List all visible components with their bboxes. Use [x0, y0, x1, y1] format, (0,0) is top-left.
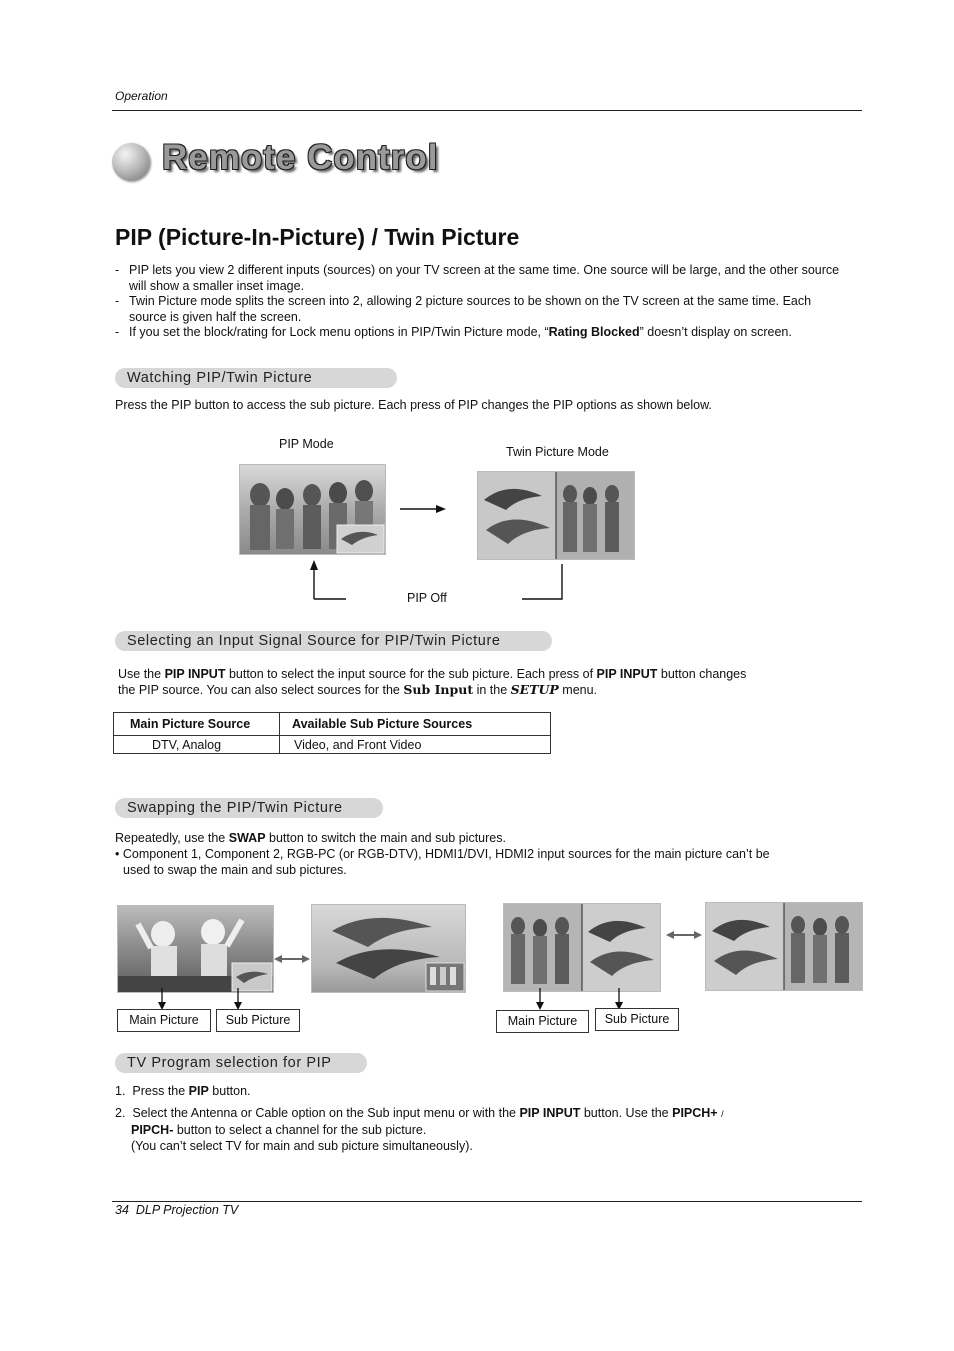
table-cell: Video, and Front Video — [280, 736, 551, 754]
footer-rule — [112, 1201, 862, 1202]
page-title: Remote Control — [162, 138, 439, 177]
children-photo-icon — [240, 465, 385, 554]
watching-text: Press the PIP button to access the sub picture. Each press of PIP changes the PIP options as shown below. — [115, 398, 712, 412]
intro-bullet: - Twin Picture mode splits the screen into 2, allowing 2 picture sources to be shown on the TV screen at the same time. Each source is given half the screen. — [115, 294, 845, 325]
step-2: 2. Select the Antenna or Cable option on the Sub input menu or with the PIP INPUT button. Use the PIPCH+ / PIPCH- button to select a channel for the sub picture. (You can’t select TV for main and sub picture simultaneously). — [115, 1106, 724, 1153]
intro-bullet: - If you set the block/rating for Lock menu options in PIP/Twin Picture mode, “Rating Blocked” doesn’t display on screen. — [115, 325, 845, 341]
swap-arrow-icon — [666, 928, 702, 942]
pip-main-picture-label: Main Picture — [117, 1009, 211, 1032]
swapping-text: Repeatedly, use the SWAP button to switch the main and sub pictures. — [115, 831, 506, 845]
swap-pip-main-image — [117, 905, 274, 993]
header-rule — [112, 110, 862, 111]
intro-list — [115, 263, 845, 341]
swap-pip-swapped-image — [311, 904, 466, 993]
title-bullet-icon — [112, 143, 150, 181]
section-label: Operation — [115, 89, 168, 103]
twin-mode-label: Twin Picture Mode — [506, 445, 609, 459]
pip-sub-picture-label: Sub Picture — [216, 1009, 300, 1032]
dolphins-icon — [312, 905, 465, 992]
children-dolphins-icon — [504, 904, 660, 991]
swap-arrow-icon — [274, 952, 310, 966]
selecting-text: Use the PIP INPUT button to select the input source for the sub picture. Each press of PIP INPUT button changes the PIP source. You can also select sources for the Sub Input in the SETUP menu. — [118, 667, 747, 697]
cheering-kids-icon — [118, 906, 273, 992]
twin-mode-image — [477, 471, 635, 560]
twin-sub-picture-label: Sub Picture — [595, 1008, 679, 1031]
product-name: DLP Projection TV — [135, 1203, 239, 1217]
table-row — [114, 736, 551, 754]
source-table — [113, 712, 551, 754]
swap-twin-image — [503, 903, 661, 992]
section-heading: PIP (Picture-In-Picture) / Twin Picture — [115, 224, 520, 250]
swapping-note: • Component 1, Component 2, RGB-PC (or RGB-DTV), HDMI1/DVI, HDMI2 input sources for the main picture can’t be used to swap the main and sub pictures. — [115, 847, 770, 877]
swap-twin-swapped-image — [705, 902, 863, 991]
table-header-row — [114, 713, 551, 736]
pip-off-label: PIP Off — [407, 591, 447, 605]
subsection-tv-program: TV Program selection for PIP — [115, 1053, 367, 1073]
twin-main-picture-label: Main Picture — [496, 1010, 589, 1033]
subsection-selecting: Selecting an Input Signal Source for PIP/Twin Picture — [115, 631, 552, 651]
page-number: 34 — [115, 1203, 129, 1217]
intro-bullet: - PIP lets you view 2 different inputs (sources) on your TV screen at the same time. One source will be large, and the other source will show a smaller inset image. — [115, 263, 845, 294]
table-cell: DTV, Analog — [114, 736, 280, 754]
dolphins-children-icon — [706, 903, 862, 990]
right-arrow-icon — [398, 502, 448, 516]
pip-mode-label: PIP Mode — [279, 437, 334, 451]
pip-mode-image — [239, 464, 386, 555]
subsection-watching: Watching PIP/Twin Picture — [115, 368, 397, 388]
table-header: Main Picture Source — [114, 713, 280, 736]
subsection-swapping: Swapping the PIP/Twin Picture — [115, 798, 383, 818]
step-1: 1. Press the PIP button. — [115, 1084, 251, 1098]
page-footer — [115, 1203, 238, 1217]
table-header: Available Sub Picture Sources — [280, 713, 551, 736]
dolphins-children-icon — [478, 472, 634, 559]
